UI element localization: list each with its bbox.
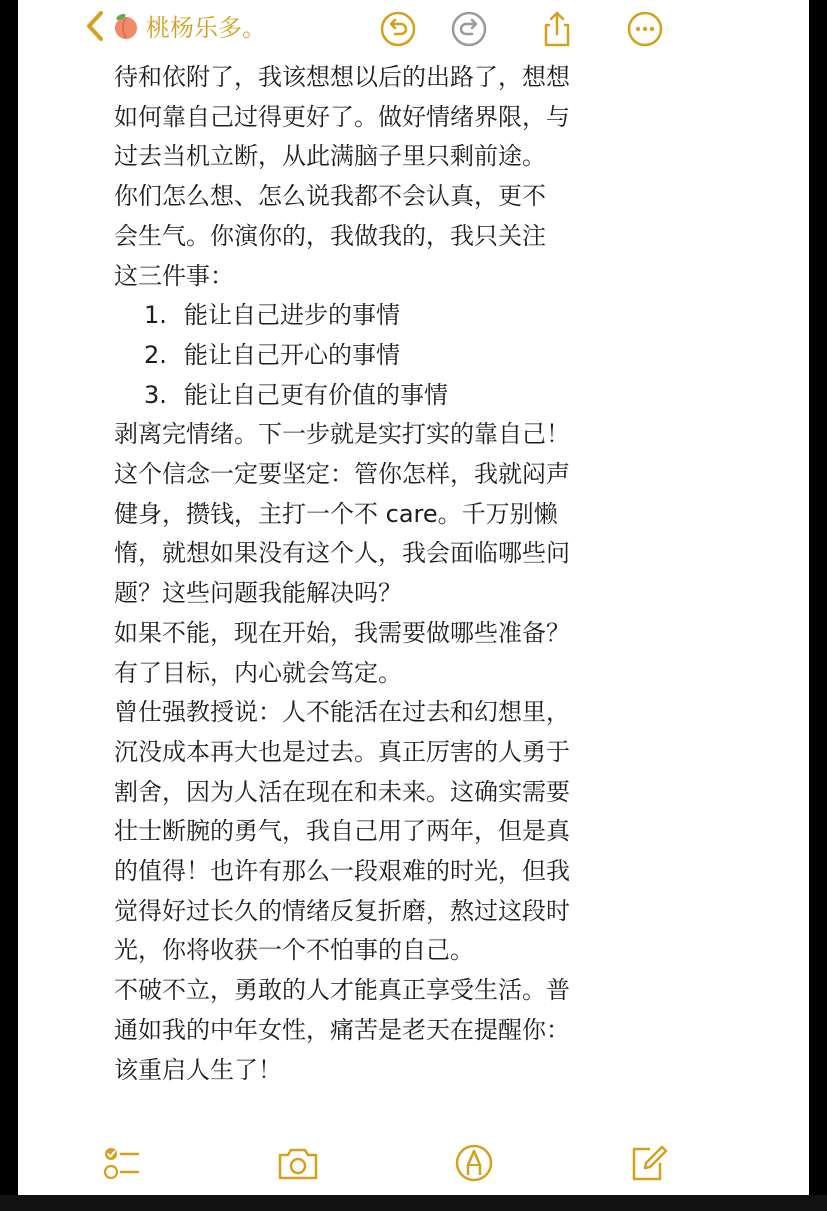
note-line: 觉得好过长久的情绪反复折磨，熬过这段时 <box>114 896 570 925</box>
back-button[interactable] <box>84 8 266 43</box>
screen-frame-left <box>0 0 18 1211</box>
peach-icon <box>112 12 140 40</box>
markup-pen-icon[interactable] <box>452 1141 496 1185</box>
note-line: 有了目标，内心就会笃定。 <box>114 658 402 687</box>
note-line: 待和依附了，我该想想以后的出路了，想想 <box>114 63 570 91</box>
note-line: 该重启人生了！ <box>114 1055 282 1084</box>
note-line: 题？这些问题我能解决吗？ <box>114 579 402 608</box>
note-line: 不破不立，勇敢的人才能真正享受生活。普 <box>114 976 570 1005</box>
list-number: 1. <box>144 301 167 330</box>
checklist-icon[interactable] <box>100 1141 144 1185</box>
more-icon[interactable] <box>626 10 664 48</box>
compose-icon[interactable] <box>626 1141 670 1185</box>
note-line: 光，你将收获一个不怕事的自己。 <box>114 936 474 965</box>
note-line: 剥离完情绪。下一步就是实打实的靠自己！ <box>114 420 570 449</box>
note-line: 会生气。你演你的，我做我的，我只关注 <box>114 221 546 250</box>
chevron-left-icon <box>84 9 106 43</box>
note-line: 割舍，因为人活在现在和未来。这确实需要 <box>114 777 570 806</box>
camera-icon[interactable] <box>276 1141 320 1185</box>
list-text: 能让自己更有价值的事情 <box>184 380 448 409</box>
bottom-toolbar <box>18 1135 809 1195</box>
note-line: 的值得！也许有那么一段艰难的时光，但我 <box>114 857 570 886</box>
note-line: 这三件事： <box>114 261 234 290</box>
redo-icon[interactable] <box>450 10 488 48</box>
list-number: 3. <box>144 380 167 409</box>
screen-frame-right <box>809 0 827 1211</box>
note-line: 这个信念一定要坚定：管你怎样，我就闷声 <box>114 460 570 489</box>
list-item <box>114 336 654 376</box>
note-line: 通如我的中年女性，痛苦是老天在提醒你： <box>114 1015 570 1044</box>
note-line: 壮士断腕的勇气，我自己用了两年，但是真 <box>114 817 570 846</box>
note-line: 沉没成本再大也是过去。真正厉害的人勇于 <box>114 737 570 766</box>
note-line: 健身，攒钱，主打一个不 care。千万别懒 <box>114 499 558 528</box>
share-icon[interactable] <box>538 10 576 48</box>
note-line: 如果不能，现在开始，我需要做哪些准备？ <box>114 618 570 647</box>
list-item <box>114 376 654 416</box>
list-text: 能让自己进步的事情 <box>184 301 400 330</box>
top-navigation-bar <box>18 0 809 58</box>
note-line: 你们怎么想、怎么说我都不会认真，更不 <box>114 182 546 211</box>
undo-icon[interactable] <box>379 10 417 48</box>
note-body[interactable] <box>114 58 654 1090</box>
note-line: 曾仕强教授说：人不能活在过去和幻想里， <box>114 698 570 727</box>
note-line: 如何靠自己过得更好了。做好情绪界限，与 <box>114 102 570 131</box>
list-item <box>114 296 654 336</box>
list-number: 2. <box>144 340 167 369</box>
list-text: 能让自己开心的事情 <box>184 340 400 369</box>
note-line: 惰，就想如果没有这个人，我会面临哪些问 <box>114 539 570 568</box>
note-line: 过去当机立断，从此满脑子里只剩前途。 <box>114 142 546 171</box>
back-folder-title: 桃杨乐多。 <box>146 14 266 42</box>
screen-frame-bottom <box>0 1195 827 1211</box>
